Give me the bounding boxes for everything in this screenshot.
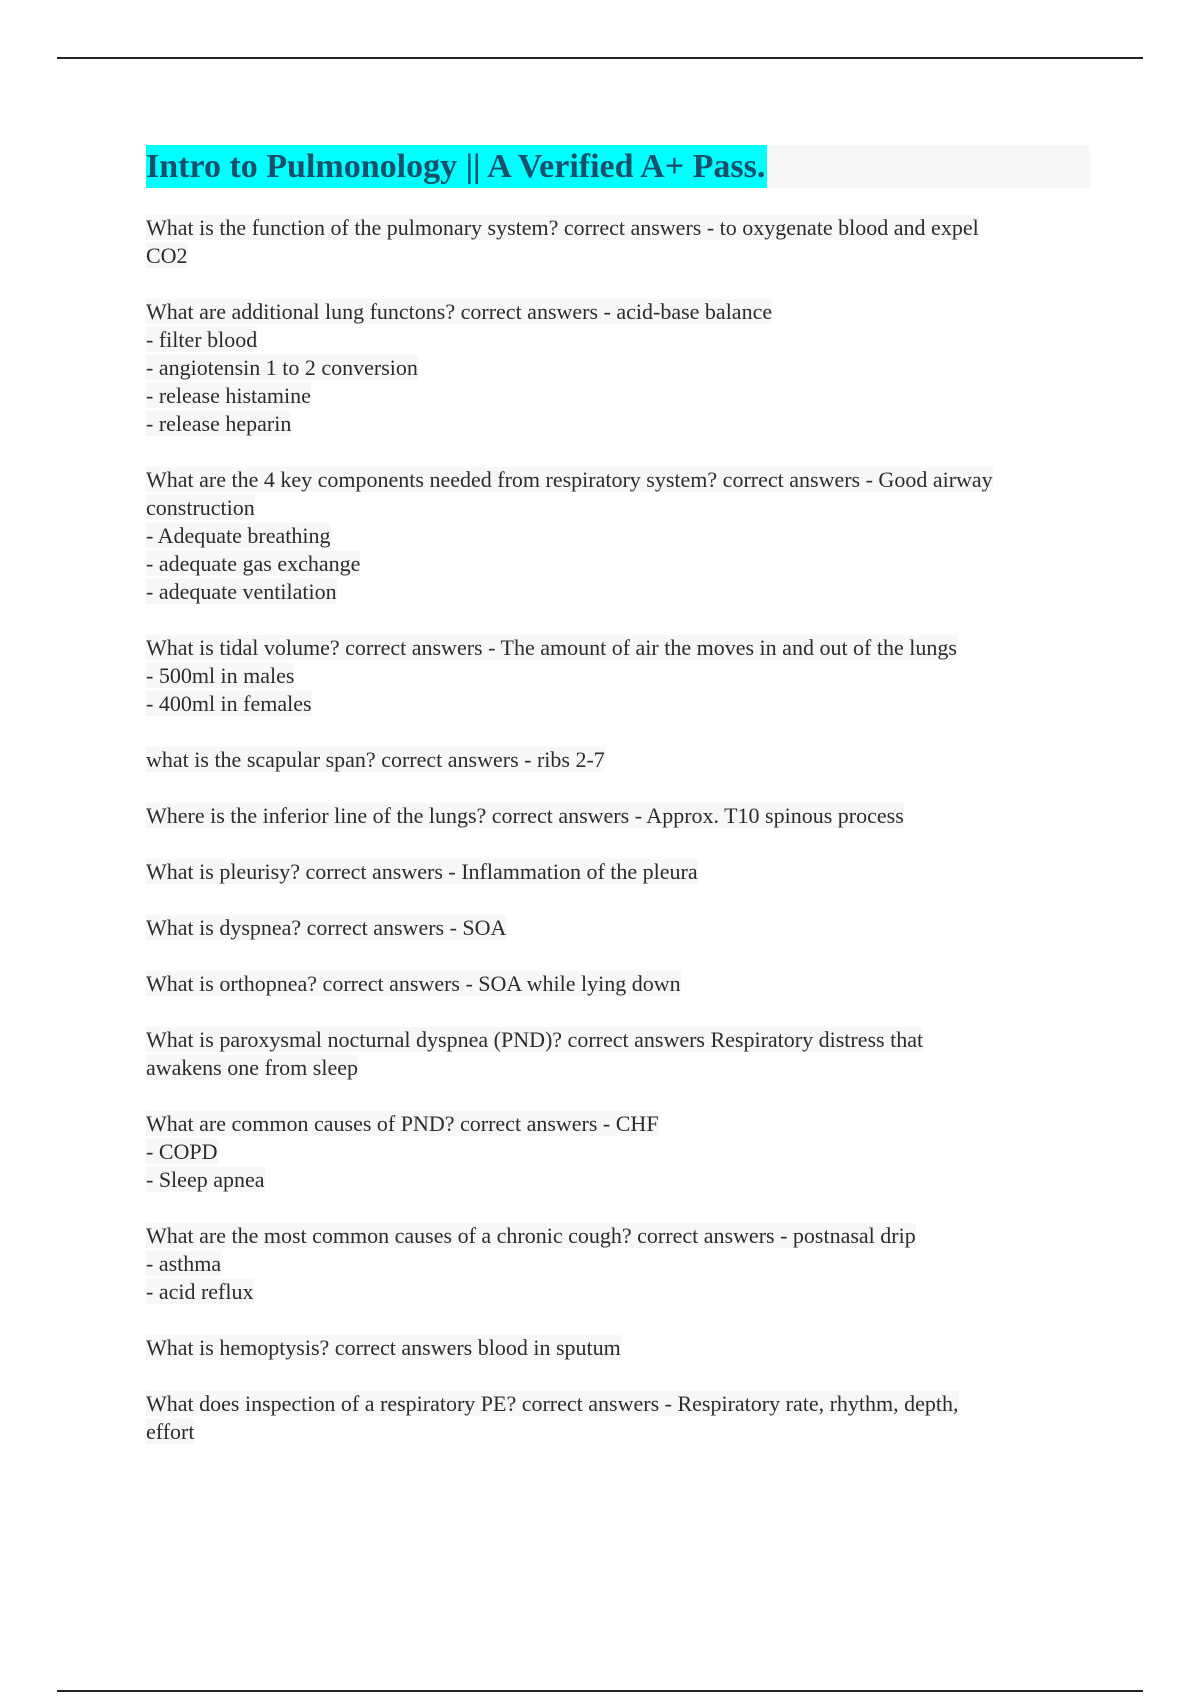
- qa-entry: [146, 214, 1090, 270]
- qa-line-text: What is pleurisy? correct answers - Inflammation of the pleura: [146, 859, 698, 884]
- qa-line-text: what is the scapular span? correct answers - ribs 2-7: [146, 747, 605, 772]
- qa-entry: [146, 914, 1090, 942]
- qa-answer-line: [146, 522, 1090, 550]
- qa-line-text: What are the most common causes of a chronic cough? correct answers - postnasal drip: [146, 1223, 916, 1248]
- qa-answer-line: [146, 1250, 1090, 1278]
- qa-answer-line: [146, 242, 1090, 270]
- qa-line-text: construction: [146, 495, 255, 520]
- qa-line-text: - angiotensin 1 to 2 conversion: [146, 355, 418, 380]
- page-top-rule: [57, 57, 1143, 59]
- qa-entry: [146, 634, 1090, 718]
- qa-line-text: awakens one from sleep: [146, 1055, 358, 1080]
- qa-question-line: [146, 970, 1090, 998]
- qa-line-text: What are common causes of PND? correct answers - CHF: [146, 1111, 659, 1136]
- qa-question-line: [146, 1222, 1090, 1250]
- qa-line-text: - Adequate breathing: [146, 523, 331, 548]
- qa-line-text: - Sleep apnea: [146, 1167, 265, 1192]
- qa-question-line: [146, 466, 1090, 494]
- qa-entry: [146, 1334, 1090, 1362]
- qa-question-line: [146, 1110, 1090, 1138]
- qa-line-text: What is tidal volume? correct answers - The amount of air the moves in and out of the lungs: [146, 635, 957, 660]
- qa-line-text: What is paroxysmal nocturnal dyspnea (PND)? correct answers Respiratory distress that: [146, 1027, 924, 1052]
- qa-line-text: CO2: [146, 243, 188, 268]
- page-bottom-rule: [57, 1690, 1143, 1692]
- qa-answer-line: [146, 494, 1090, 522]
- qa-question-line: [146, 1026, 1090, 1054]
- qa-question-line: [146, 1334, 1090, 1362]
- qa-entry: [146, 802, 1090, 830]
- qa-list: [146, 214, 1090, 1446]
- qa-answer-line: [146, 1054, 1090, 1082]
- qa-question-line: [146, 634, 1090, 662]
- qa-line-text: - filter blood: [146, 327, 258, 352]
- qa-line-text: - release histamine: [146, 383, 311, 408]
- qa-line-text: What is orthopnea? correct answers - SOA while lying down: [146, 971, 681, 996]
- qa-entry: [146, 858, 1090, 886]
- document-title: Intro to Pulmonology || A Verified A+ Pass.: [146, 145, 767, 188]
- qa-line-text: - adequate ventilation: [146, 579, 337, 604]
- qa-question-line: [146, 802, 1090, 830]
- qa-line-text: What is dyspnea? correct answers - SOA: [146, 915, 507, 940]
- qa-answer-line: [146, 550, 1090, 578]
- qa-entry: [146, 1026, 1090, 1082]
- qa-question-line: [146, 298, 1090, 326]
- qa-entry: [146, 746, 1090, 774]
- qa-line-text: What are the 4 key components needed from respiratory system? correct answers - Good airway: [146, 467, 993, 492]
- title-band: [146, 145, 1090, 188]
- qa-answer-line: [146, 1138, 1090, 1166]
- qa-answer-line: [146, 690, 1090, 718]
- qa-line-text: What is hemoptysis? correct answers blood in sputum: [146, 1335, 621, 1360]
- qa-answer-line: [146, 1166, 1090, 1194]
- qa-entry: [146, 1222, 1090, 1306]
- qa-line-text: - asthma: [146, 1251, 222, 1276]
- qa-entry: [146, 298, 1090, 438]
- qa-line-text: - 400ml in females: [146, 691, 312, 716]
- qa-line-text: - 500ml in males: [146, 663, 295, 688]
- qa-line-text: What does inspection of a respiratory PE? correct answers - Respiratory rate, rhythm, depth,: [146, 1391, 959, 1416]
- qa-line-text: effort: [146, 1419, 195, 1444]
- qa-line-text: - release heparin: [146, 411, 292, 436]
- qa-entry: [146, 466, 1090, 606]
- qa-answer-line: [146, 662, 1090, 690]
- qa-question-line: [146, 214, 1090, 242]
- qa-question-line: [146, 914, 1090, 942]
- qa-line-text: What are additional lung functons? correct answers - acid-base balance: [146, 299, 773, 324]
- qa-answer-line: [146, 1278, 1090, 1306]
- qa-answer-line: [146, 1418, 1090, 1446]
- qa-answer-line: [146, 410, 1090, 438]
- qa-question-line: [146, 746, 1090, 774]
- qa-line-text: Where is the inferior line of the lungs? correct answers - Approx. T10 spinous process: [146, 803, 904, 828]
- qa-question-line: [146, 858, 1090, 886]
- qa-line-text: What is the function of the pulmonary system? correct answers - to oxygenate blood and expel: [146, 215, 979, 240]
- qa-answer-line: [146, 578, 1090, 606]
- qa-answer-line: [146, 382, 1090, 410]
- qa-entry: [146, 1110, 1090, 1194]
- qa-answer-line: [146, 354, 1090, 382]
- qa-question-line: [146, 1390, 1090, 1418]
- qa-line-text: - COPD: [146, 1139, 218, 1164]
- qa-line-text: - acid reflux: [146, 1279, 254, 1304]
- qa-answer-line: [146, 326, 1090, 354]
- qa-line-text: - adequate gas exchange: [146, 551, 361, 576]
- qa-entry: [146, 1390, 1090, 1446]
- document-body: [146, 145, 1090, 1474]
- qa-entry: [146, 970, 1090, 998]
